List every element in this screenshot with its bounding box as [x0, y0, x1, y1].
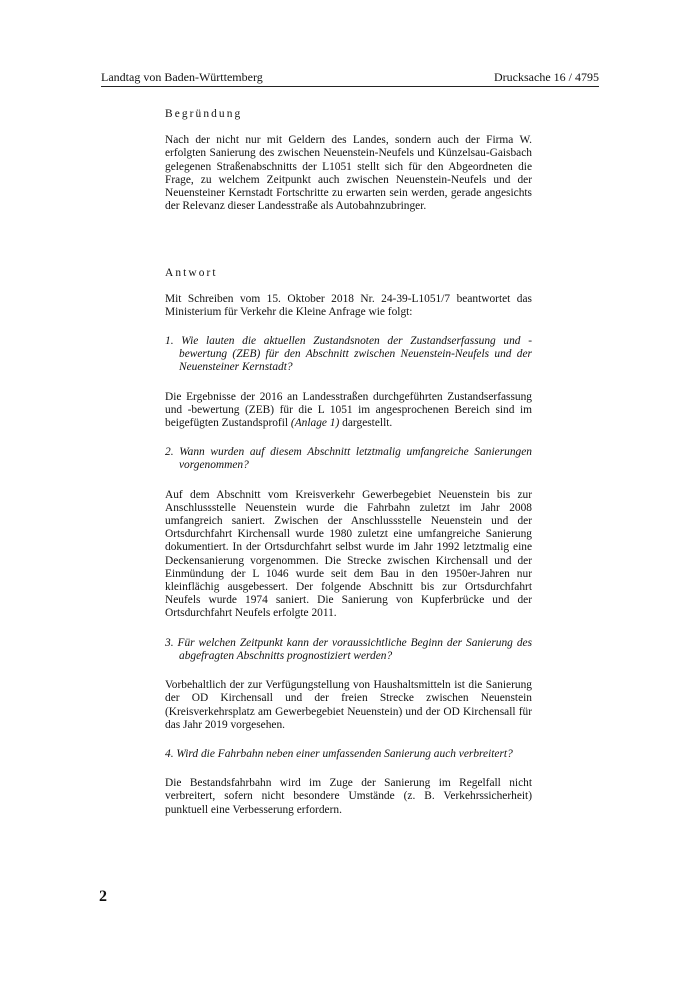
antwort-intro: Mit Schreiben vom 15. Oktober 2018 Nr. 24-39-L1051/7 beantwortet das Ministerium für Verkehr die Kleine Anfrage wie folgt: — [165, 292, 532, 318]
question-4: 4. Wird die Fahrbahn neben einer umfassenden Sanierung auch verbreitert? — [165, 747, 513, 760]
answer-4: Die Bestandsfahrbahn wird im Zuge der Sanierung im Regelfall nicht verbreitert, sofern nicht besondere Umstände (z. B. Verkehrssicherheit) punktuell eine Verbesserung erfordern. — [165, 777, 532, 816]
answer-3: Vorbehaltlich der zur Verfügungstellung von Haushaltsmitteln ist die Sanierung der OD Kirchensall und der freien Strecke zwischen Neuenstein (Kreisverkehrsplatz am Gewerbegebiet Neuenstein) und der OD Kirchensall für das Jahr 2019 vorgesehen. — [165, 679, 532, 731]
begruendung-heading: Begründung — [165, 108, 243, 120]
answer-1-attachment-ref: (Anlage 1) — [290, 417, 340, 430]
antwort-heading: Antwort — [165, 267, 218, 280]
question-3: 3. Für welchen Zeitpunkt kann der voraussichtliche Beginn der Sanierung des abgefragten Abschnitts prognostiziert werden? — [165, 636, 532, 662]
header-parliament-name: Landtag von Baden-Württemberg — [101, 70, 263, 84]
page-number: 2 — [99, 888, 107, 905]
header-document-number: Drucksache 16 / 4795 — [494, 70, 599, 84]
answer-1-text: Die Ergebnisse der 2016 an Landesstraßen durchgeführten Zustandserfassung und -bewertung (ZEB) für die L 1051 im angesprochenen Bereich sind im beigefügten Zustandsprofil — [165, 390, 532, 430]
document-body — [165, 108, 532, 817]
question-2: 2. Wann wurden auf diesem Abschnitt letztmalig umfangreiche Sanierungen vorgenommen? — [165, 446, 532, 472]
answer-1 — [165, 391, 532, 431]
begruendung-text: Nach der nicht nur mit Geldern des Landes, sondern auch der Firma W. erfolgten Sanierung des zwischen Neuenstein-Neufels und Künzelsau-Gaisbach gelegenen Straßenabschnitts der L1051 stellt sich für den Abgeordneten die Frage, zu welchem Zeitpunkt auch zwischen Neuenstein-Neufels und der Neuensteiner Kernstadt Fortschritte zu erwarten sein werden, gerade angesichts der Relevanz dieser Landesstraße als Autobahnzubringer. — [165, 134, 532, 213]
page-header — [101, 68, 599, 87]
answer-1-text-end: dargestellt. — [339, 417, 393, 430]
answer-2: Auf dem Abschnitt vom Kreisverkehr Gewerbegebiet Neuenstein bis zur Anschlussstelle Neuenstein wurde die Fahrbahn zuletzt im Jahr 2008 umfangreich saniert. Zwischen der Anschlussstelle Neuenstein und der Ortsdurchfahrt Kirchensall wurde 1980 zuletzt eine umfangreiche Sanierung dokumentiert. In der Ortsdurchfahrt selbst wurde im Jahr 1992 letztmalig eine Deckensanierung vorgenommen. Die Strecke zwischen Kirchensall und der Einmündung der L 1046 wurde seit dem Bau in den 1950er-Jahren nur kleinflächig ausgebessert. Der folgende Abschnitt bis zur Ortsdurchfahrt Neufels wurde 1974 saniert. Die Sanierung von Kupferbrücke und der Ortsdurchfahrt Neufels erfolgte 2011. — [165, 488, 532, 620]
question-1: 1. Wie lauten die aktuellen Zustandsnoten der Zustandserfassung und -bewertung (ZEB) für den Abschnitt zwischen Neuenstein-Neufels und der Neuensteiner Kernstadt? — [165, 335, 532, 374]
